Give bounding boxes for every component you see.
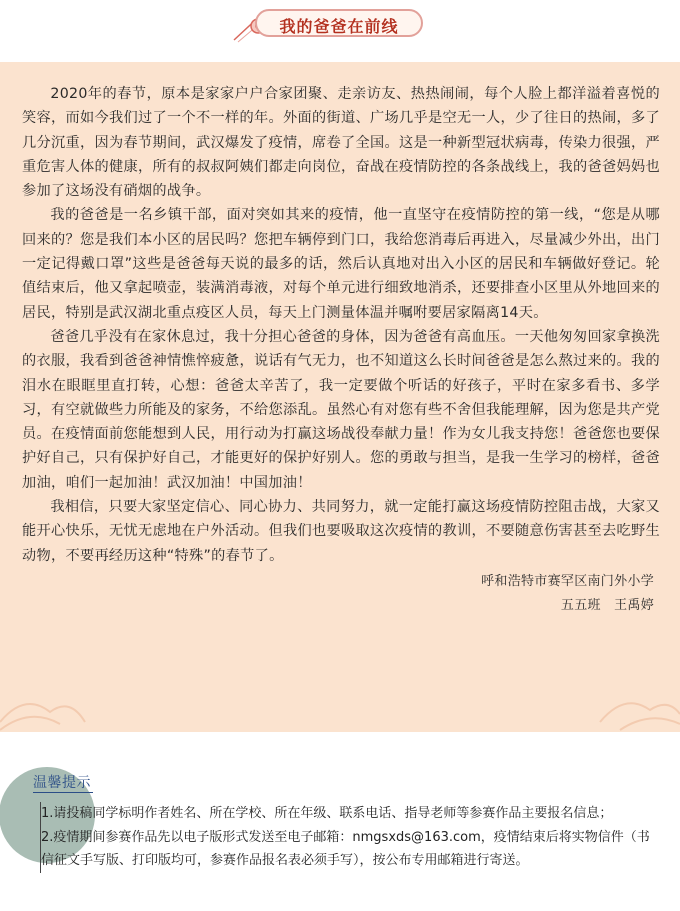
school-name: 呼和浩特市赛罕区南门外小学 <box>481 573 654 589</box>
signature <box>22 570 660 619</box>
tips-body <box>40 802 661 873</box>
title-banner <box>0 0 680 56</box>
article-paragraph: 我相信，只要大家坚定信心、同心协力、共同努力，就一定能打赢这场疫情防控阻击战，大家又能开心快乐，无忧无虑地在户外活动。但我们也要吸取这次疫情的教训，不要随意伤害甚至去吃野生动物，不要再经历这种“特殊”的春节了。 <box>22 499 660 564</box>
tips-underline <box>33 792 93 793</box>
tips-heading: 温馨提示 <box>33 775 91 791</box>
article-paragraph: 2020年的春节，原本是家家户户合家团聚、走亲访友、热热闹闹，每个人脸上都洋溢着喜悦的笑容，而如今我们过了一个不一样的年。外面的街道、广场几乎是空无一人，少了往日的热闹，多了几分沉重，因为春节期间，武汉爆发了疫情，席卷了全国。这是一种新型冠状病毒，传染力很强，严重危害人体的健康，所有的叔叔阿姨们都走向岗位，奋战在疫情防控的各条战线上，我的爸爸妈妈也参加了这场没有硝烟的战争。 <box>22 86 660 200</box>
cloud-decoration-icon <box>0 652 680 732</box>
tips-item: 1.请投稿同学标明作者姓名、所在学校、所在年级、联系电话、指导老师等参赛作品主要报名信息； <box>41 806 613 821</box>
title-pill <box>255 9 423 37</box>
tips-item: 2.疫情期间参赛作品先以电子版形式发送至电子邮箱：nmgsxds@163.com，疫情结束后将实物信件（书信征文手写版、打印版均可，参赛作品报名表必须手写），按公布专用邮箱进行寄送。 <box>41 829 650 868</box>
tips-section <box>0 760 680 911</box>
article-body <box>22 82 660 619</box>
article-paragraph: 爸爸几乎没有在家休息过，我十分担心爸爸的身体，因为爸爸有高血压。一天他匆匆回家拿换洗的衣服，我看到爸爸神情憔悴疲惫，说话有气无力，也不知道这么长时间爸爸是怎么熬过来的。我的泪水在眼眶里直打转，心想：爸爸太辛苦了，我一定要做个听话的好孩子，平时在家多看书、多学习，有空就做些力所能及的家务，不给您添乱。虽然心有对您有些不舍但我能理解，因为您是共产党员。在疫情面前您能想到人民，用行动为打赢这场战役奉献力量！作为女儿我支持您！爸爸您也要保护好自己，只有保护好自己，才能更好的保护好别人。您的勇敢与担当，是我一生学习的榜样，爸爸加油，咱们一起加油！武汉加油！中国加油！ <box>22 328 660 491</box>
page-title: 我的爸爸在前线 <box>279 17 399 36</box>
article-paragraph: 我的爸爸是一名乡镇干部，面对突如其来的疫情，他一直坚守在疫情防控的第一线，“您是从哪回来的？您是我们本小区的居民吗？您把车辆停到门口，我给您消毒后再进入，尽量减少外出，出门一定记得戴口罩”这些是爸爸每天说的最多的话，然后认真地对出入小区的居民和车辆做好登记。轮值结束后，他又拿起喷壶，装满消毒液，对每个单元进行细致地消杀，还要排查小区里从外地回来的居民，特别是武汉湖北重点疫区人员，每天上门测量体温并嘱咐要居家隔离14天。 <box>22 207 660 321</box>
article-card <box>0 62 680 732</box>
author-name: 五五班 王禹婷 <box>560 598 654 614</box>
